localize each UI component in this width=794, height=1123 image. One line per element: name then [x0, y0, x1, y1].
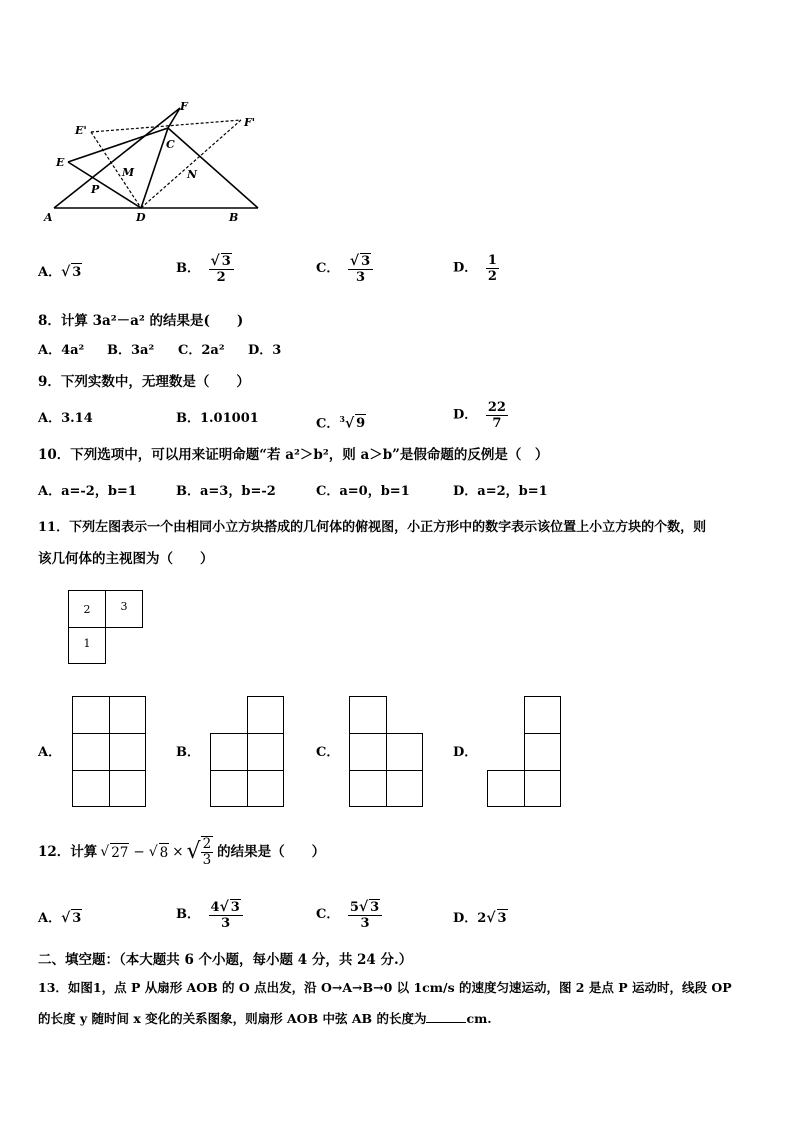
- grid-cell: [72, 696, 110, 734]
- q9-stem: 9．下列实数中，无理数是（ ）: [38, 374, 250, 390]
- q9-option-c[interactable]: C．$^3$√ 9: [316, 414, 366, 432]
- grid-cell: [349, 733, 387, 771]
- segment-cb: [168, 128, 258, 208]
- q13-stem-line2: 的长度 y 随时间 x 变化的关系图象，则扇形 AOB 中弦 AB 的长度为 cm.: [38, 1011, 492, 1026]
- q11-option-b-grid[interactable]: [210, 696, 284, 807]
- q11-stem-line2: 该几何体的主视图为（ ）: [38, 551, 214, 567]
- geometry-figure: [40, 98, 270, 224]
- grid-cell: [349, 696, 387, 734]
- q10-option-b[interactable]: B．a=3，b=-2: [176, 484, 276, 499]
- grid-cell: [386, 770, 423, 807]
- grid-cell: [247, 696, 284, 734]
- q11-option-a-label[interactable]: A．: [38, 745, 62, 760]
- label-a: A: [44, 211, 53, 224]
- q10-stem: 10．下列选项中，可以用来证明命题“若 a²＞b²，则 a＞b”是假命题的反例是（ ）: [38, 447, 549, 463]
- grid-cell: [210, 770, 248, 807]
- q7-option-d[interactable]: D． $\frac{1}{2}$: [453, 253, 497, 284]
- grid-cell: [247, 733, 284, 771]
- q7-option-a[interactable]: A．√ 3: [38, 264, 82, 280]
- q11-option-a-grid[interactable]: [72, 696, 146, 807]
- q7-option-c[interactable]: C． $\frac{√ 3}{3}$: [316, 253, 373, 285]
- q12-option-d[interactable]: D．2√ 3: [453, 910, 507, 926]
- q11-option-d-label[interactable]: D．: [453, 745, 478, 760]
- q8-option-a[interactable]: A．4a²: [38, 343, 85, 358]
- segment-e1f1: [91, 120, 241, 132]
- grid-cell: [72, 770, 110, 807]
- grid-cell: [210, 733, 248, 771]
- answer-blank[interactable]: [426, 1010, 466, 1023]
- q10-option-d[interactable]: D．a=2，b=1: [453, 484, 548, 499]
- grid-cell: [247, 770, 284, 807]
- grid-cell: [109, 770, 146, 807]
- q8-stem: 8．计算 3a²－a² 的结果是( ): [38, 313, 244, 329]
- q10-option-c[interactable]: C．a=0，b=1: [316, 484, 410, 499]
- label-d: D: [136, 211, 146, 224]
- grid-cell: [524, 733, 561, 771]
- q10-option-a[interactable]: A．a=-2，b=1: [38, 484, 137, 499]
- top-view-cell: 2: [68, 590, 106, 628]
- q12-option-c[interactable]: C． $\frac{5√ 3}{3}$: [316, 899, 382, 931]
- top-view-cell: 1: [68, 627, 106, 664]
- grid-cell: [487, 770, 525, 807]
- grid-cell: [72, 733, 110, 771]
- q11-option-c-grid[interactable]: [349, 696, 423, 807]
- top-view-cell: 3: [105, 590, 143, 628]
- label-f: F: [180, 100, 188, 113]
- q8-option-c[interactable]: C．2a²: [178, 343, 225, 358]
- label-m: M: [122, 166, 135, 179]
- q11-stem-line1: 11．下列左图表示一个由相同小立方块搭成的几何体的俯视图，小正方形中的数字表示该位置上小立方块的个数，则: [38, 520, 707, 535]
- grid-cell: [524, 770, 561, 807]
- grid-cell: [349, 770, 387, 807]
- q12-option-a[interactable]: A．√ 3: [38, 910, 82, 926]
- q11-option-c-label[interactable]: C．: [316, 745, 340, 760]
- label-c: C: [166, 138, 175, 151]
- label-p: P: [91, 183, 100, 196]
- grid-cell: [109, 696, 146, 734]
- q12-option-b[interactable]: B． $\frac{4√ 3}{3}$: [176, 899, 243, 931]
- q11-option-d-grid[interactable]: [487, 696, 561, 807]
- label-b: B: [229, 211, 239, 224]
- grid-cell: [524, 696, 561, 734]
- q9-option-b[interactable]: B．1.01001: [176, 411, 259, 426]
- q8-option-b[interactable]: B．3a²: [107, 343, 155, 358]
- q8-option-d[interactable]: D．3: [248, 343, 282, 358]
- grid-cell: [386, 733, 423, 771]
- label-f-prime: F': [244, 116, 256, 129]
- q13-stem-line1: 13．如图1，点 P 从扇形 AOB 的 O 点出发，沿 O→A→B→0 以 1cm/s 的速度匀速运动，图 2 是点 P 运动时，线段 OP: [38, 980, 732, 995]
- q12-stem: 12．计算 √ 27 − √ 8 × √ $\frac{2}{3}$ 的结果是（ ）: [38, 836, 326, 868]
- q9-option-d[interactable]: D． $\frac{22}{7}$: [453, 400, 506, 431]
- q9-option-a[interactable]: A．3.14: [38, 411, 93, 426]
- label-e: E: [56, 156, 65, 169]
- grid-cell: [109, 733, 146, 771]
- top-view-grid: [68, 590, 144, 664]
- section-2-heading: 二、填空题：（本大题共 6 个小题，每小题 4 分，共 24 分.）: [38, 952, 413, 968]
- label-e-prime: E': [75, 124, 87, 137]
- q11-option-b-label[interactable]: B．: [176, 745, 200, 760]
- label-n: N: [187, 168, 198, 181]
- q7-option-b[interactable]: B． $\frac{√ 3}{2}$: [176, 253, 234, 285]
